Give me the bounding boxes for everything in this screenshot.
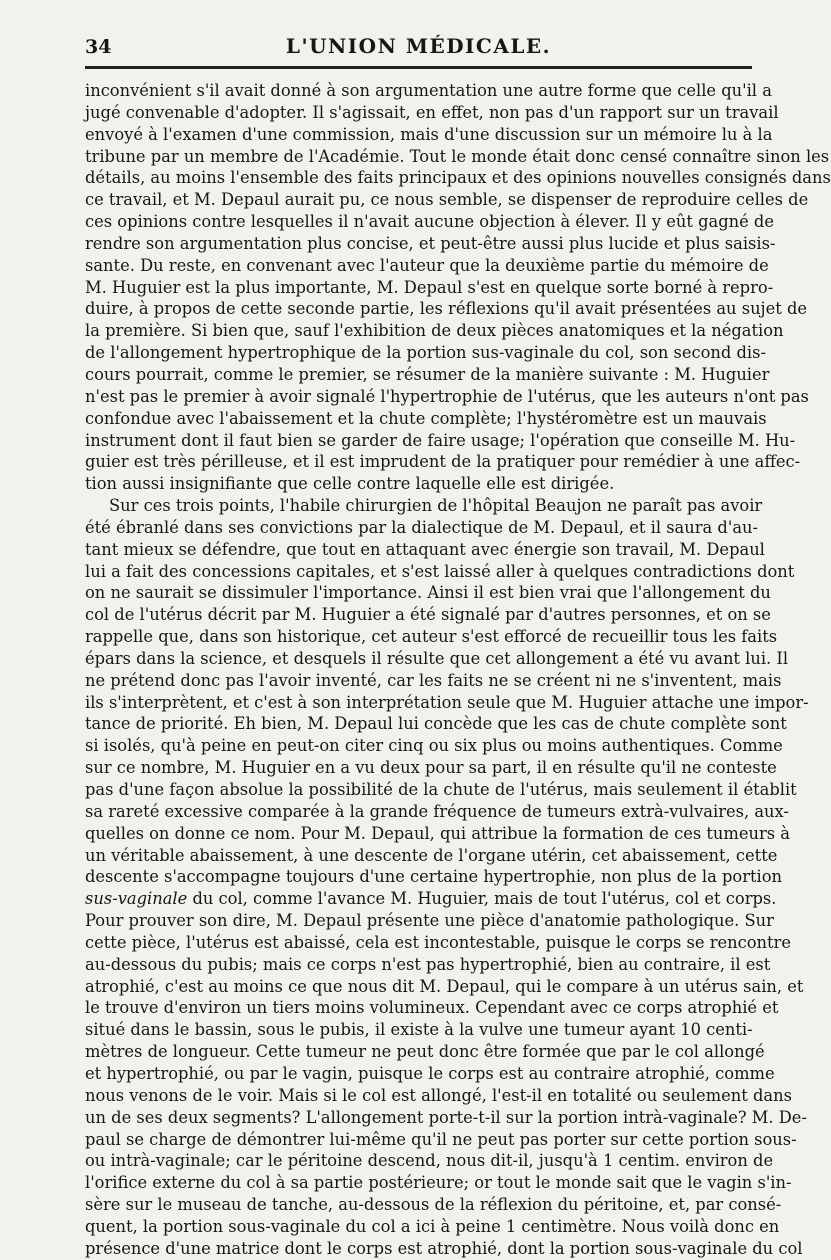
text-line: et hypertrophié, ou par le vagin, puisque le corps est au contraire atrophié, comme [85, 1063, 775, 1083]
text-line: guier est très périlleuse, et il est imprudent de la pratiquer pour remédier à une affec- [85, 452, 801, 472]
text-line: pas d'une façon absolue la possibilité de la chute de l'utérus, mais seulement il établit [85, 780, 797, 799]
text-line: tant mieux se défendre, que tout en attaquant avec énergie son travail, M. Depaul [85, 539, 765, 559]
text-line: de l'allongement hypertrophique de la portion sus-vaginale du col, son second dis- [85, 343, 766, 363]
text-line: paul se charge de démontrer lui-même qu'il ne peut pas porter sur cette portion sous- [85, 1129, 797, 1149]
text-line: tion aussi insignifiante que celle contre laquelle elle est dirigée. [85, 474, 615, 494]
text-line: atrophié, c'est au moins ce que nous dit M. Depaul, qui le compare à un utérus sain, et [85, 976, 804, 996]
text-line: si isolés, qu'à peine en peut-on citer cinq ou six plus ou moins authentiques. Comme [85, 736, 783, 756]
text-line: ne prétend donc pas l'avoir inventé, car les faits ne se créent ni ne s'inventent, mais [85, 670, 782, 690]
text-line: nous venons de le voir. Mais si le col est allongé, l'est-il en totalité ou seulement dans [85, 1085, 792, 1105]
text-line: épars dans la science, et desquels il résulte que cet allongement a été vu avant lui. Il [85, 648, 789, 668]
text-line: ou intrà-vaginale; car le péritoine descend, nous dit-il, jusqu'à 1 centim. environ de [85, 1151, 774, 1171]
text-line: l'orifice externe du col à sa partie postérieure; or tout le monde sait que le vagin s'in- [85, 1173, 792, 1193]
text-line: un véritable abaissement, à une descente de l'organe utérin, cet abaissement, cette [85, 845, 778, 865]
text-line: cours pourrait, comme le premier, se résumer de la manière suivante : M. Huguier [85, 364, 770, 384]
text-line: sus-vaginale du col, comme l'avance M. Huguier, mais de tout l'utérus, col et corps. [85, 889, 777, 909]
text-line: détails, au moins l'ensemble des faits principaux et des opinions nouvelles consignés dans [85, 168, 831, 188]
text-line: on ne saurait se dissimuler l'importance. Ainsi il est bien vrai que l'allongement du [85, 583, 771, 603]
emphasized-text: sus-vaginale [85, 889, 188, 909]
text-line: descente s'accompagne toujours d'une certaine hypertrophie, non plus de la portion [85, 867, 783, 887]
text-line: sère sur le museau de tanche, au-dessous de la réflexion du péritoine, et, par consé- [85, 1195, 782, 1215]
text-line: sante. Du reste, en convenant avec l'auteur que la deuxième partie du mémoire de [85, 255, 769, 275]
text-line: ces opinions contre lesquelles il n'avait aucune objection à élever. Il y eût gagné de [85, 212, 774, 232]
text-line: cette pièce, l'utérus est abaissé, cela est incontestable, puisque le corps se rencontre [85, 932, 791, 952]
text-line: le trouve d'environ un tiers moins volumineux. Cependant avec ce corps atrophié et [85, 998, 779, 1018]
text-line: mètres de longueur. Cette tumeur ne peut donc être formée que par le col allongé [85, 1042, 765, 1062]
text-line: situé dans le bassin, sous le pubis, il existe à la vulve une tumeur ayant 10 centi- [85, 1020, 753, 1040]
text-line: confondue avec l'abaissement et la chute complète; l'hystéromètre est un mauvais [85, 408, 767, 428]
text-line: inconvénient s'il avait donné à son argumentation une autre forme que celle qu'il a [85, 81, 772, 100]
running-head: L'UNION MÉDICALE. [285, 34, 552, 58]
text-line: quent, la portion sous-vaginale du col a ici à peine 1 centimètre. Nous voilà donc en [85, 1216, 780, 1236]
page-number: 34 [85, 36, 112, 58]
text-line: rappelle que, dans son historique, cet auteur s'est efforcé de recueillir tous les faits [85, 627, 778, 647]
text-line: lui a fait des concessions capitales, et s'est laissé aller à quelques contradictions dont [85, 561, 795, 581]
text-line: envoyé à l'examen d'une commission, mais d'une discussion sur un mémoire lu à la [85, 124, 773, 144]
text-line: tance de priorité. Eh bien, M. Depaul lui concède que les cas de chute complète sont [85, 714, 787, 734]
header-rule [85, 66, 752, 69]
text-line: sur ce nombre, M. Huguier en a vu deux pour sa part, il en résulte qu'il ne conteste [85, 758, 777, 778]
text-line: col de l'utérus décrit par M. Huguier a été signalé par d'autres personnes, et on se [85, 605, 771, 625]
text-line: sa rareté excessive comparée à la grande fréquence de tumeurs extrà-vulvaires, aux- [85, 801, 789, 821]
page-header [85, 32, 752, 62]
text-line: présence d'une matrice dont le corps est atrophié, dont la portion sous-vaginale du col [85, 1238, 803, 1258]
text-line: Pour prouver son dire, M. Depaul présente une pièce d'anatomie pathologique. Sur [85, 911, 774, 931]
text-line: rendre son argumentation plus concise, et peut-être aussi plus lucide et plus saisis- [85, 233, 776, 253]
text-line: jugé convenable d'adopter. Il s'agissait, en effet, non pas d'un rapport sur un travail [85, 102, 779, 122]
text-line: au-dessous du pubis; mais ce corps n'est pas hypertrophié, bien au contraire, il est [85, 954, 771, 974]
text-line: quelles on donne ce nom. Pour M. Depaul, qui attribue la formation de ces tumeurs à [85, 823, 790, 843]
text-line: été ébranlé dans ses convictions par la dialectique de M. Depaul, et il saura d'au- [85, 517, 759, 537]
text-line: M. Huguier est la plus importante, M. Depaul s'est en quelque sorte borné à repro- [85, 277, 774, 297]
text-line: tribune par un membre de l'Académie. Tout le monde était donc censé connaître sinon les [85, 146, 830, 166]
text-line: duire, à propos de cette seconde partie, les réflexions qu'il avait présentées au sujet de [85, 299, 808, 319]
text-line: la première. Si bien que, sauf l'exhibition de deux pièces anatomiques et la négation [85, 321, 784, 341]
body-text [85, 80, 831, 1260]
text-line: ce travail, et M. Depaul aurait pu, ce nous semble, se dispenser de reproduire celles de [85, 190, 809, 210]
text-line: un de ses deux segments? L'allongement porte-t-il sur la portion intrà-vaginale? M. De- [85, 1107, 807, 1127]
text-line: n'est pas le premier à avoir signalé l'hypertrophie de l'utérus, que les auteurs n'ont pas [85, 386, 809, 406]
text-line: instrument dont il faut bien se garder de faire usage; l'opération que conseille M. Hu- [85, 430, 796, 450]
text-line: ils s'interprètent, et c'est à son interprétation seule que M. Huguier attache une impor- [85, 692, 809, 712]
text-line: Sur ces trois points, l'habile chirurgien de l'hôpital Beaujon ne paraît pas avoir [109, 496, 763, 516]
